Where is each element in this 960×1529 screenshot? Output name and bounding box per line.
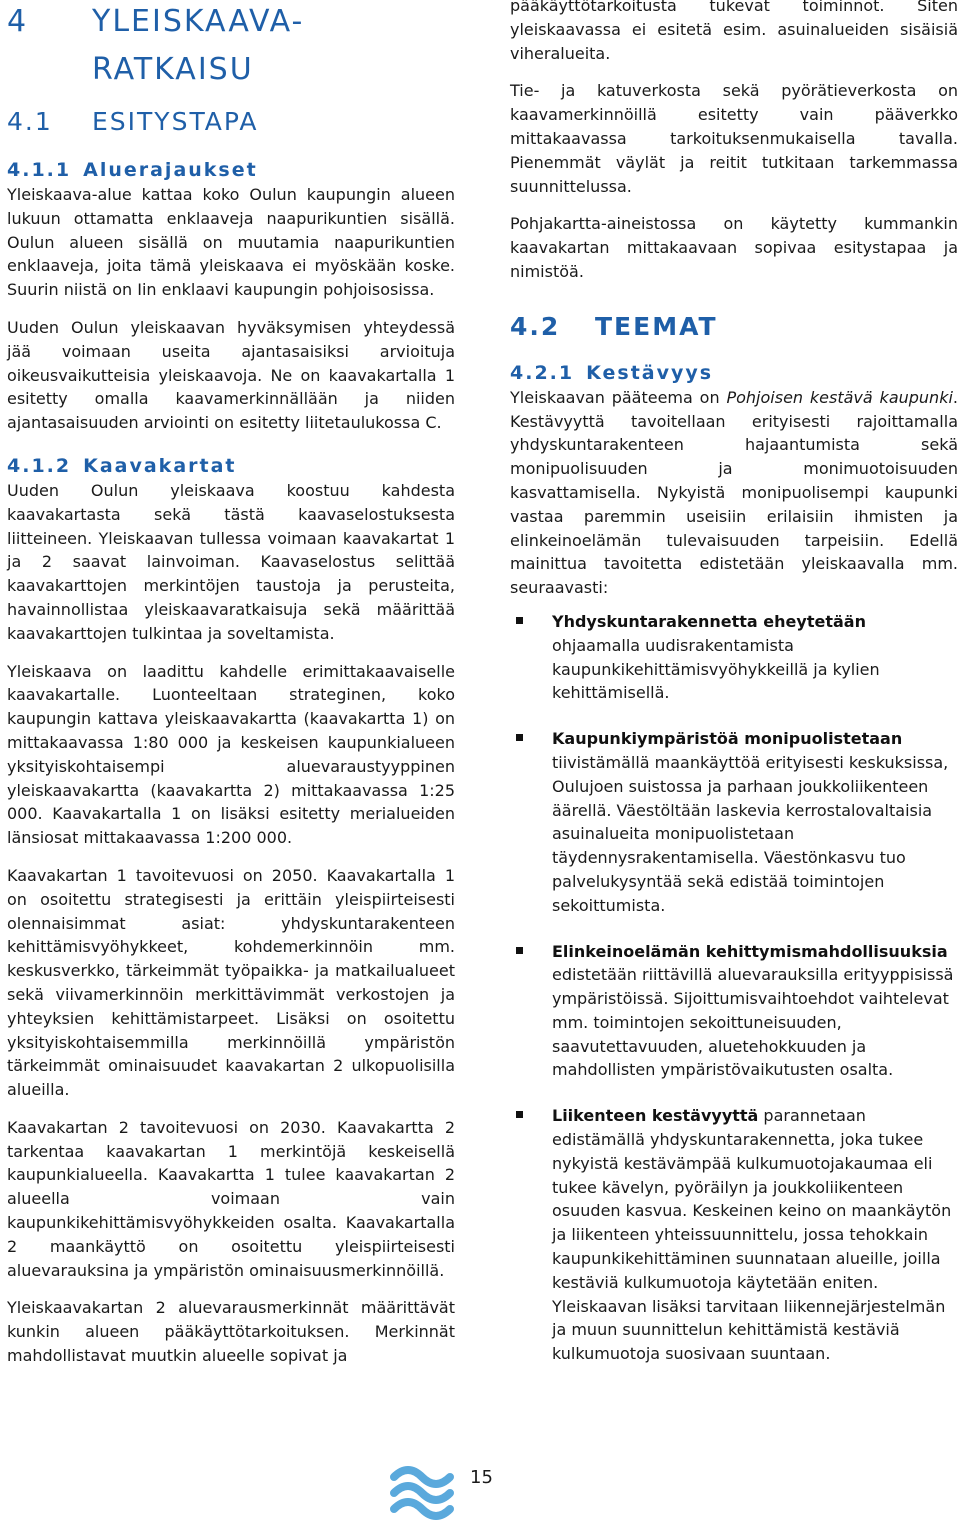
right-column bbox=[510, 0, 958, 1388]
list-item bbox=[510, 1104, 958, 1366]
subsection-title: Aluerajaukset bbox=[83, 159, 258, 181]
chapter-number: 4 bbox=[7, 4, 29, 39]
list-item bbox=[510, 727, 958, 917]
section-heading-teemat bbox=[510, 304, 958, 360]
section-number: 4.1 bbox=[7, 107, 53, 136]
list-item-lead: Yhdyskuntarakennetta eheytetään bbox=[552, 611, 866, 631]
subsection-heading-kaavakartat bbox=[7, 453, 455, 479]
subsection-title: Kaavakartat bbox=[83, 454, 237, 477]
subsection-title: Kestävyys bbox=[586, 361, 714, 384]
paragraph: Yleiskaava on laadittu kahdelle erimittakaavaiselle kaavakartalle. Luonteeltaan strateginen, koko kaupungin kattava yleiskaavakartta (kaavakartta 1) on mittakaavassa 1:80 000 ja keskeisen kaupunkialueen yksityiskohtaisempi aluevaraustyyppinen yleiskaavakartta (kaavakartta 2) mittakaavassa 1:25 000. Kaavakartalla 1 on lisäksi esitetty merialueiden länsiosat mittakaavassa 1:200 000. bbox=[7, 661, 455, 848]
paragraph: Kaavakartan 1 tavoitevuosi on 2050. Kaavakartalla 1 on osoitettu strategisesti ja erittäin yleispiirteisesti olennaisimmat asiat: yhdyskuntarakenteen kehittämisvyöhykkeet, kohdemerkinnöin mm. keskusverkko, tärkeimmät työpaikka- ja matkailualueet sekä viivamerkinnöin merkittävimmät verkostojen ja yhteyksien kehittämistarpeet. Lisäksi on osoitettu yksityiskohtaisemmilla merkinnöillä ympäristön tärkeimmät ominaisuudet kaavakartan 2 ulkopuolisilla alueilla. bbox=[7, 865, 455, 1100]
page-footer bbox=[0, 1455, 960, 1529]
subsection-number: 4.1.1 bbox=[7, 159, 72, 181]
list-item-lead: Liikenteen kestävyyttä bbox=[552, 1106, 759, 1126]
subsection-number: 4.2.1 bbox=[510, 361, 575, 384]
text-run: Yleiskaavan pääteema on bbox=[510, 387, 727, 407]
paragraph: Yleiskaavakartan 2 aluevarausmerkinnät määrittävät kunkin alueen pääkäyttötarkoituksen. Merkinnät mahdollistavat muutkin alueelle sopivat ja bbox=[7, 1298, 455, 1366]
square-bullet-icon bbox=[516, 1111, 523, 1118]
paragraph: Pohjakartta-aineistossa on käytetty kummankin kaavakartan mittakaavaan sopivaa esitystapaa ja nimistöä. bbox=[510, 214, 958, 281]
chapter-title: YLEISKAAVA-RATKAISU bbox=[92, 4, 305, 87]
paragraph: Yleiskaava-alue kattaa koko Oulun kaupungin alueen lukuun ottamatta enklaaveja naapurikuntien sisällä. Oulun alueen sisällä on muutamia naapurikuntien enklaaveja, joita tämä yleiskaava ei myöskään koske. Suurin niistä on Iin enklaavi kaupungin pohjoisosissa. bbox=[7, 185, 455, 300]
square-bullet-icon bbox=[516, 947, 523, 954]
chapter-heading bbox=[7, 0, 455, 95]
section-title: ESITYSTAPA bbox=[92, 107, 259, 136]
paragraph: Uuden Oulun yleiskaavan hyväksymisen yhteydessä jää voimaan useita ajantasaisiksi arvioituja oikeusvaikutteisia yleiskaavoja. Ne on kaavakartalla 1 esitetty omalla kaavamerkinnällään ja niiden ajantasaisuuden arviointi on esitetty liitetaulukossa C. bbox=[7, 317, 455, 433]
paragraph: Tie- ja katuverkosta sekä pyörätieverkosta on kaavamerkinnöillä esitetty vain pääverkko mittakaavassa tarkoituksenmukaisella tavalla. Pienemmät väylät ja reitit tutkitaan tarkemmassa suunnittelussa. bbox=[510, 81, 958, 196]
list-item bbox=[510, 610, 958, 705]
paragraph: Uuden Oulun yleiskaava koostuu kahdesta kaavakartasta sekä tästä kaavaselostuksesta liitteineen. Yleiskaavan tullessa voimaan kaavakartat 1 ja 2 saavat lainvoiman. Kaavaselostus selittää kaavakarttojen merkintöjen taustoja ja perusteita, havainnollistaa yleiskaavaratkaisuja sekä määrittää kaavakarttojen tulkintaa ja soveltamista. bbox=[7, 480, 455, 643]
oulu-waves-logo-icon bbox=[388, 1461, 458, 1525]
section-number: 4.2 bbox=[510, 311, 561, 341]
text-run: . Kestävyyttä tavoitellaan erityisesti rajoittamalla yhdyskuntarakenteen hajaantumista sekä monipuolisuuden ja monimuotoisuuden kasvattamisella. Nykyistä monipuolisempi kaupunki vastaa paremmin useisiin erilaisiin ihmisten ja elinkeinoelämän tulevaisuuden tarpeisiin. Edellä mainittua tavoitetta edistetään yleiskaavalla mm. seuraavasti: bbox=[510, 387, 959, 598]
square-bullet-icon bbox=[516, 617, 523, 624]
list-item-text: tiivistämällä maankäyttöä erityisesti keskuksissa, Oulujoen suistossa ja parhaan joukkoliikenteen äärellä. Väestöltään laskevia kerrostalovaltaisia asuinalueita monipuolistetaan täydennysrakentamisella. Väestönkasvu tuo palvelukysyntää sekä edistää toimintojen sekoittumista. bbox=[552, 752, 949, 915]
left-column bbox=[7, 0, 455, 1368]
bullet-list bbox=[510, 610, 958, 1366]
list-item bbox=[510, 940, 958, 1083]
paragraph: Kaavakartan 2 tavoitevuosi on 2030. Kaavakartta 2 tarkentaa kaavakartan 1 merkintöjä keskeisellä kaupunkialueella. Kaavakartta 1 tulee kaavakartan 2 alueella voimaan vain kaupunkikehittämisvyöhykkeiden osalta. Kaavakartalla 2 maankäyttö on osoitettu yleispiirteisesti aluevarauksina ja ympäristön ominaisuusmerkinnöillä. bbox=[7, 1117, 455, 1280]
list-item-lead: Kaupunkiympäristöä monipuolistetaan bbox=[552, 729, 903, 749]
subsection-heading-aluerajaukset bbox=[7, 157, 455, 183]
emphasized-text: Pohjoisen kestävä kaupunki bbox=[726, 387, 953, 407]
section-title: TEEMAT bbox=[595, 311, 718, 341]
list-item-lead: Elinkeinoelämän kehittymismahdollisuuksia bbox=[552, 941, 948, 961]
list-item-text: ohjaamalla uudisrakentamista kaupunkikehittämisvyöhykkeillä ja kylien kehittämisellä. bbox=[552, 635, 880, 703]
subsection-heading-kestavyys bbox=[510, 360, 958, 386]
paragraph bbox=[510, 386, 958, 600]
list-item-text: parannetaan edistämällä yhdyskuntarakennetta, joka tukee nykyistä kestävämpää kulkumuotojakaumaa eli tukee kävelyn, pyöräilyn ja joukkoliikenteen osuuden kasvua. Keskeinen keino on maankäytön ja liikenteen yhteissuunnittelu, jossa tehokkain kaupunkikehittäminen suunnataan alueille, joilla kestäviä kulkumuotoja käytetään eniten. Yleiskaavan lisäksi tarvitaan liikennejärjestelmän ja muun suunnittelun kehittämistä kestäviä kulkumuotoja suosivaan suuntaan. bbox=[552, 1106, 952, 1364]
list-item-text: edistetään riittävillä aluevarauksilla erityyppisissä ympäristöissä. Sijoittumisvaihtoehdot vaihtelevat mm. toimintojen sekoittuneisuuden, saavutettavuuden, aluetehokkuuden ja mahdollisten ympäristövaikutusten osalta. bbox=[552, 965, 954, 1080]
subsection-number: 4.1.2 bbox=[7, 454, 72, 477]
square-bullet-icon bbox=[516, 734, 523, 741]
page-number: 15 bbox=[470, 1467, 493, 1488]
paragraph: pääkäyttötarkoitusta tukevat toiminnot. Siten yleiskaavassa ei esitetä esim. asuinalueiden sisäisiä viheralueita. bbox=[510, 0, 958, 63]
section-heading-esitystapa bbox=[7, 95, 455, 145]
